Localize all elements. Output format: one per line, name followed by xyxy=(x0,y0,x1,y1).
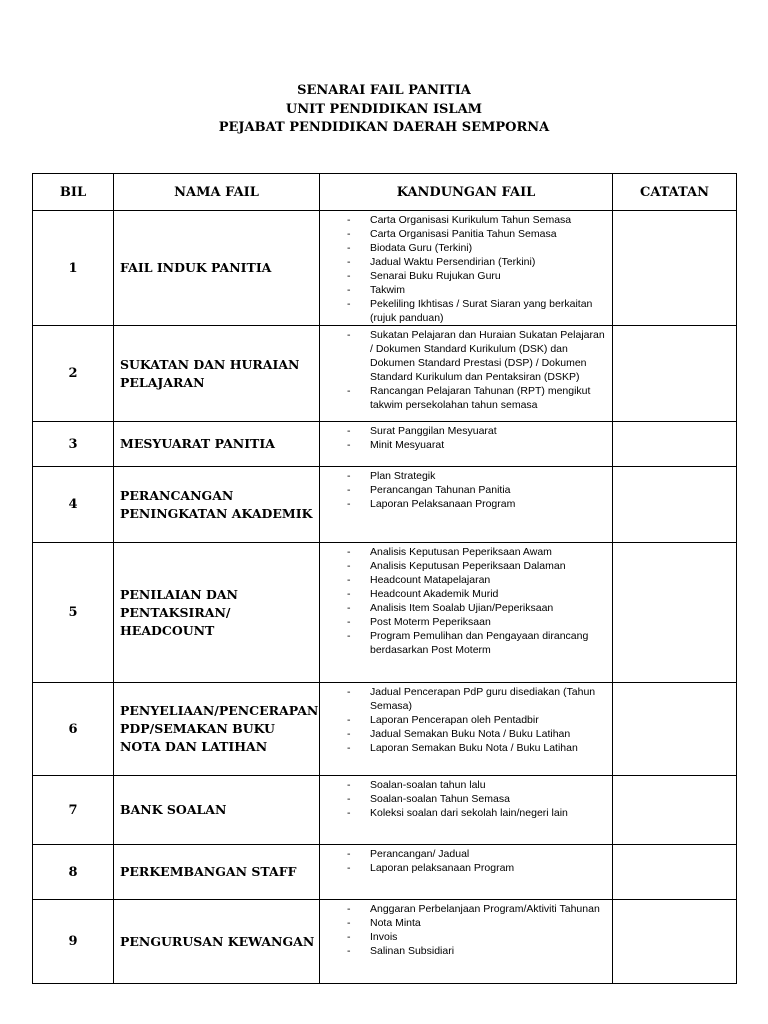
file-list-table xyxy=(32,173,737,984)
notes-cell xyxy=(613,211,737,326)
list-item xyxy=(320,255,608,269)
list-item-text: Carta Organisasi Panitia Tahun Semasa xyxy=(370,228,557,240)
dash-bullet: - xyxy=(347,862,351,874)
file-name: PERANCANGAN PENINGKATAN AKADEMIK xyxy=(114,467,320,543)
dash-bullet: - xyxy=(347,714,351,726)
list-item xyxy=(320,241,608,255)
dash-bullet: - xyxy=(347,425,351,437)
list-item xyxy=(320,713,608,727)
list-item xyxy=(320,424,608,438)
list-item-text: Analisis Keputusan Peperiksaan Awam xyxy=(370,546,552,558)
file-name: PENILAIAN DAN PENTAKSIRAN/ HEADCOUNT xyxy=(114,543,320,683)
dash-bullet: - xyxy=(347,602,351,614)
list-item-text: Salinan Subsidiari xyxy=(370,945,455,957)
file-contents xyxy=(320,326,613,422)
header-catatan: CATATAN xyxy=(613,174,737,211)
table-row xyxy=(33,776,737,845)
file-name: FAIL INDUK PANITIA xyxy=(114,211,320,326)
list-item xyxy=(320,328,608,384)
list-item-text: Koleksi soalan dari sekolah lain/negeri lain xyxy=(370,807,568,819)
list-item-text: Headcount Matapelajaran xyxy=(370,574,491,586)
file-name: PENYELIAAN/PENCERAPAN PDP/SEMAKAN BUKU NOTA DAN LATIHAN xyxy=(114,683,320,776)
file-contents xyxy=(320,776,613,845)
notes-cell xyxy=(613,683,737,776)
contents-list xyxy=(320,422,612,452)
list-item-text: Nota Minta xyxy=(370,917,421,929)
row-number: 4 xyxy=(33,467,114,543)
header-kandungan-fail: KANDUNGAN FAIL xyxy=(320,174,613,211)
notes-cell xyxy=(613,900,737,984)
list-item xyxy=(320,847,608,861)
dash-bullet: - xyxy=(347,848,351,860)
title-line-3: PEJABAT PENDIDIKAN DAERAH SEMPORNA xyxy=(218,120,550,135)
table-row xyxy=(33,211,737,326)
list-item xyxy=(320,269,608,283)
dash-bullet: - xyxy=(347,546,351,558)
dash-bullet: - xyxy=(347,284,351,296)
row-number: 3 xyxy=(33,422,114,467)
list-item xyxy=(320,469,608,483)
list-item-text: Laporan Pencerapan oleh Pentadbir xyxy=(370,714,539,726)
dash-bullet: - xyxy=(347,686,351,698)
file-contents xyxy=(320,683,613,776)
list-item xyxy=(320,916,608,930)
contents-list xyxy=(320,326,612,412)
contents-list xyxy=(320,543,612,657)
list-item xyxy=(320,930,608,944)
notes-cell xyxy=(613,845,737,900)
dash-bullet: - xyxy=(347,793,351,805)
list-item xyxy=(320,615,608,629)
dash-bullet: - xyxy=(347,329,351,341)
dash-bullet: - xyxy=(347,385,351,397)
dash-bullet: - xyxy=(347,742,351,754)
list-item xyxy=(320,806,608,820)
list-item-text: Takwim xyxy=(370,284,406,296)
list-item xyxy=(320,297,608,325)
list-item xyxy=(320,778,608,792)
contents-list xyxy=(320,467,612,511)
list-item-text: Analisis Item Soalab Ujian/Peperiksaan xyxy=(370,602,554,614)
dash-bullet: - xyxy=(347,931,351,943)
list-item-text: Invois xyxy=(370,931,398,943)
dash-bullet: - xyxy=(347,917,351,929)
list-item-text: Carta Organisasi Kurikulum Tahun Semasa xyxy=(370,214,572,226)
dash-bullet: - xyxy=(347,945,351,957)
dash-bullet: - xyxy=(347,728,351,740)
row-number: 5 xyxy=(33,543,114,683)
list-item xyxy=(320,559,608,573)
title-line-2: UNIT PENDIDIKAN ISLAM xyxy=(285,101,483,117)
notes-cell xyxy=(613,467,737,543)
dash-bullet: - xyxy=(347,484,351,496)
dash-bullet: - xyxy=(347,630,351,642)
list-item-text: Jadual Semakan Buku Nota / Buku Latihan xyxy=(370,728,571,740)
list-item-text: Rancangan Pelajaran Tahunan (RPT) mengikut takwim persekolahan tahun semasa xyxy=(370,385,591,411)
dash-bullet: - xyxy=(347,588,351,600)
list-item-text: Perancangan/ Jadual xyxy=(370,848,470,860)
document-title xyxy=(0,82,768,138)
file-name: BANK SOALAN xyxy=(114,776,320,845)
table-header-row xyxy=(33,174,737,211)
list-item-text: Sukatan Pelajaran dan Huraian Sukatan Pelajaran / Dokumen Standard Kurikulum (DSK) dan Dokumen Standard Prestasi (DSP) / Dokumen Standard Kurikulum dan Pentaksiran (DSKP) xyxy=(370,329,605,383)
dash-bullet: - xyxy=(347,574,351,586)
list-item-text: Program Pemulihan dan Pengayaan dirancang berdasarkan Post Moterm xyxy=(370,630,589,656)
list-item-text: Jadual Waktu Persendirian (Terkini) xyxy=(370,256,536,268)
list-item-text: Anggaran Perbelanjaan Program/Aktiviti Tahunan xyxy=(370,903,600,915)
contents-list xyxy=(320,776,612,820)
table-row xyxy=(33,543,737,683)
list-item xyxy=(320,438,608,452)
row-number: 2 xyxy=(33,326,114,422)
dash-bullet: - xyxy=(347,498,351,510)
list-item-text: Plan Strategik xyxy=(370,470,436,482)
table-row xyxy=(33,422,737,467)
list-item xyxy=(320,587,608,601)
list-item xyxy=(320,741,608,755)
list-item-text: Senarai Buku Rujukan Guru xyxy=(370,270,501,282)
file-contents xyxy=(320,467,613,543)
list-item xyxy=(320,283,608,297)
list-item xyxy=(320,227,608,241)
title-line-1: SENARAI FAIL PANITIA xyxy=(297,83,471,98)
list-item xyxy=(320,601,608,615)
file-name: MESYUARAT PANITIA xyxy=(114,422,320,467)
dash-bullet: - xyxy=(347,242,351,254)
dash-bullet: - xyxy=(347,616,351,628)
dash-bullet: - xyxy=(347,807,351,819)
file-contents xyxy=(320,211,613,326)
notes-cell xyxy=(613,543,737,683)
file-contents xyxy=(320,543,613,683)
row-number: 7 xyxy=(33,776,114,845)
contents-list xyxy=(320,900,612,958)
dash-bullet: - xyxy=(347,439,351,451)
list-item-text: Analisis Keputusan Peperiksaan Dalaman xyxy=(370,560,566,572)
table-row xyxy=(33,900,737,984)
list-item-text: Biodata Guru (Terkini) xyxy=(370,242,473,254)
list-item xyxy=(320,727,608,741)
table-row xyxy=(33,845,737,900)
list-item xyxy=(320,384,608,412)
dash-bullet: - xyxy=(347,256,351,268)
row-number: 9 xyxy=(33,900,114,984)
dash-bullet: - xyxy=(347,228,351,240)
dash-bullet: - xyxy=(347,903,351,915)
list-item xyxy=(320,497,608,511)
contents-list xyxy=(320,845,612,875)
table-row xyxy=(33,326,737,422)
list-item-text: Laporan Semakan Buku Nota / Buku Latihan xyxy=(370,742,578,754)
file-name: SUKATAN DAN HURAIAN PELAJARAN xyxy=(114,326,320,422)
list-item-text: Soalan-soalan tahun lalu xyxy=(370,779,486,791)
list-item-text: Laporan Pelaksanaan Program xyxy=(370,498,516,510)
list-item xyxy=(320,545,608,559)
list-item xyxy=(320,792,608,806)
contents-list xyxy=(320,683,612,755)
list-item xyxy=(320,902,608,916)
list-item-text: Soalan-soalan Tahun Semasa xyxy=(370,793,510,805)
dash-bullet: - xyxy=(347,470,351,482)
file-contents xyxy=(320,845,613,900)
file-contents xyxy=(320,422,613,467)
dash-bullet: - xyxy=(347,779,351,791)
row-number: 6 xyxy=(33,683,114,776)
dash-bullet: - xyxy=(347,560,351,572)
list-item xyxy=(320,685,608,713)
list-item xyxy=(320,573,608,587)
list-item-text: Perancangan Tahunan Panitia xyxy=(370,484,511,496)
dash-bullet: - xyxy=(347,214,351,226)
file-name: PENGURUSAN KEWANGAN xyxy=(114,900,320,984)
row-number: 8 xyxy=(33,845,114,900)
table-row xyxy=(33,683,737,776)
notes-cell xyxy=(613,326,737,422)
row-number: 1 xyxy=(33,211,114,326)
list-item-text: Laporan pelaksanaan Program xyxy=(370,862,515,874)
dash-bullet: - xyxy=(347,270,351,282)
list-item-text: Jadual Pencerapan PdP guru disediakan (Tahun Semasa) xyxy=(370,686,596,712)
file-contents xyxy=(320,900,613,984)
dash-bullet: - xyxy=(347,298,351,310)
header-nama-fail: NAMA FAIL xyxy=(114,174,320,211)
list-item xyxy=(320,629,608,657)
file-name: PERKEMBANGAN STAFF xyxy=(114,845,320,900)
list-item-text: Surat Panggilan Mesyuarat xyxy=(370,425,497,437)
table-row xyxy=(33,467,737,543)
list-item xyxy=(320,483,608,497)
list-item-text: Post Moterm Peperiksaan xyxy=(370,616,491,628)
table-body xyxy=(33,211,737,984)
list-item-text: Minit Mesyuarat xyxy=(370,439,445,451)
list-item-text: Headcount Akademik Murid xyxy=(370,588,499,600)
list-item xyxy=(320,944,608,958)
contents-list xyxy=(320,211,612,325)
list-item-text: Pekeliling Ikhtisas / Surat Siaran yang berkaitan (rujuk panduan) xyxy=(370,298,593,324)
list-item xyxy=(320,213,608,227)
notes-cell xyxy=(613,422,737,467)
header-bil: BIL xyxy=(33,174,114,211)
list-item xyxy=(320,861,608,875)
notes-cell xyxy=(613,776,737,845)
